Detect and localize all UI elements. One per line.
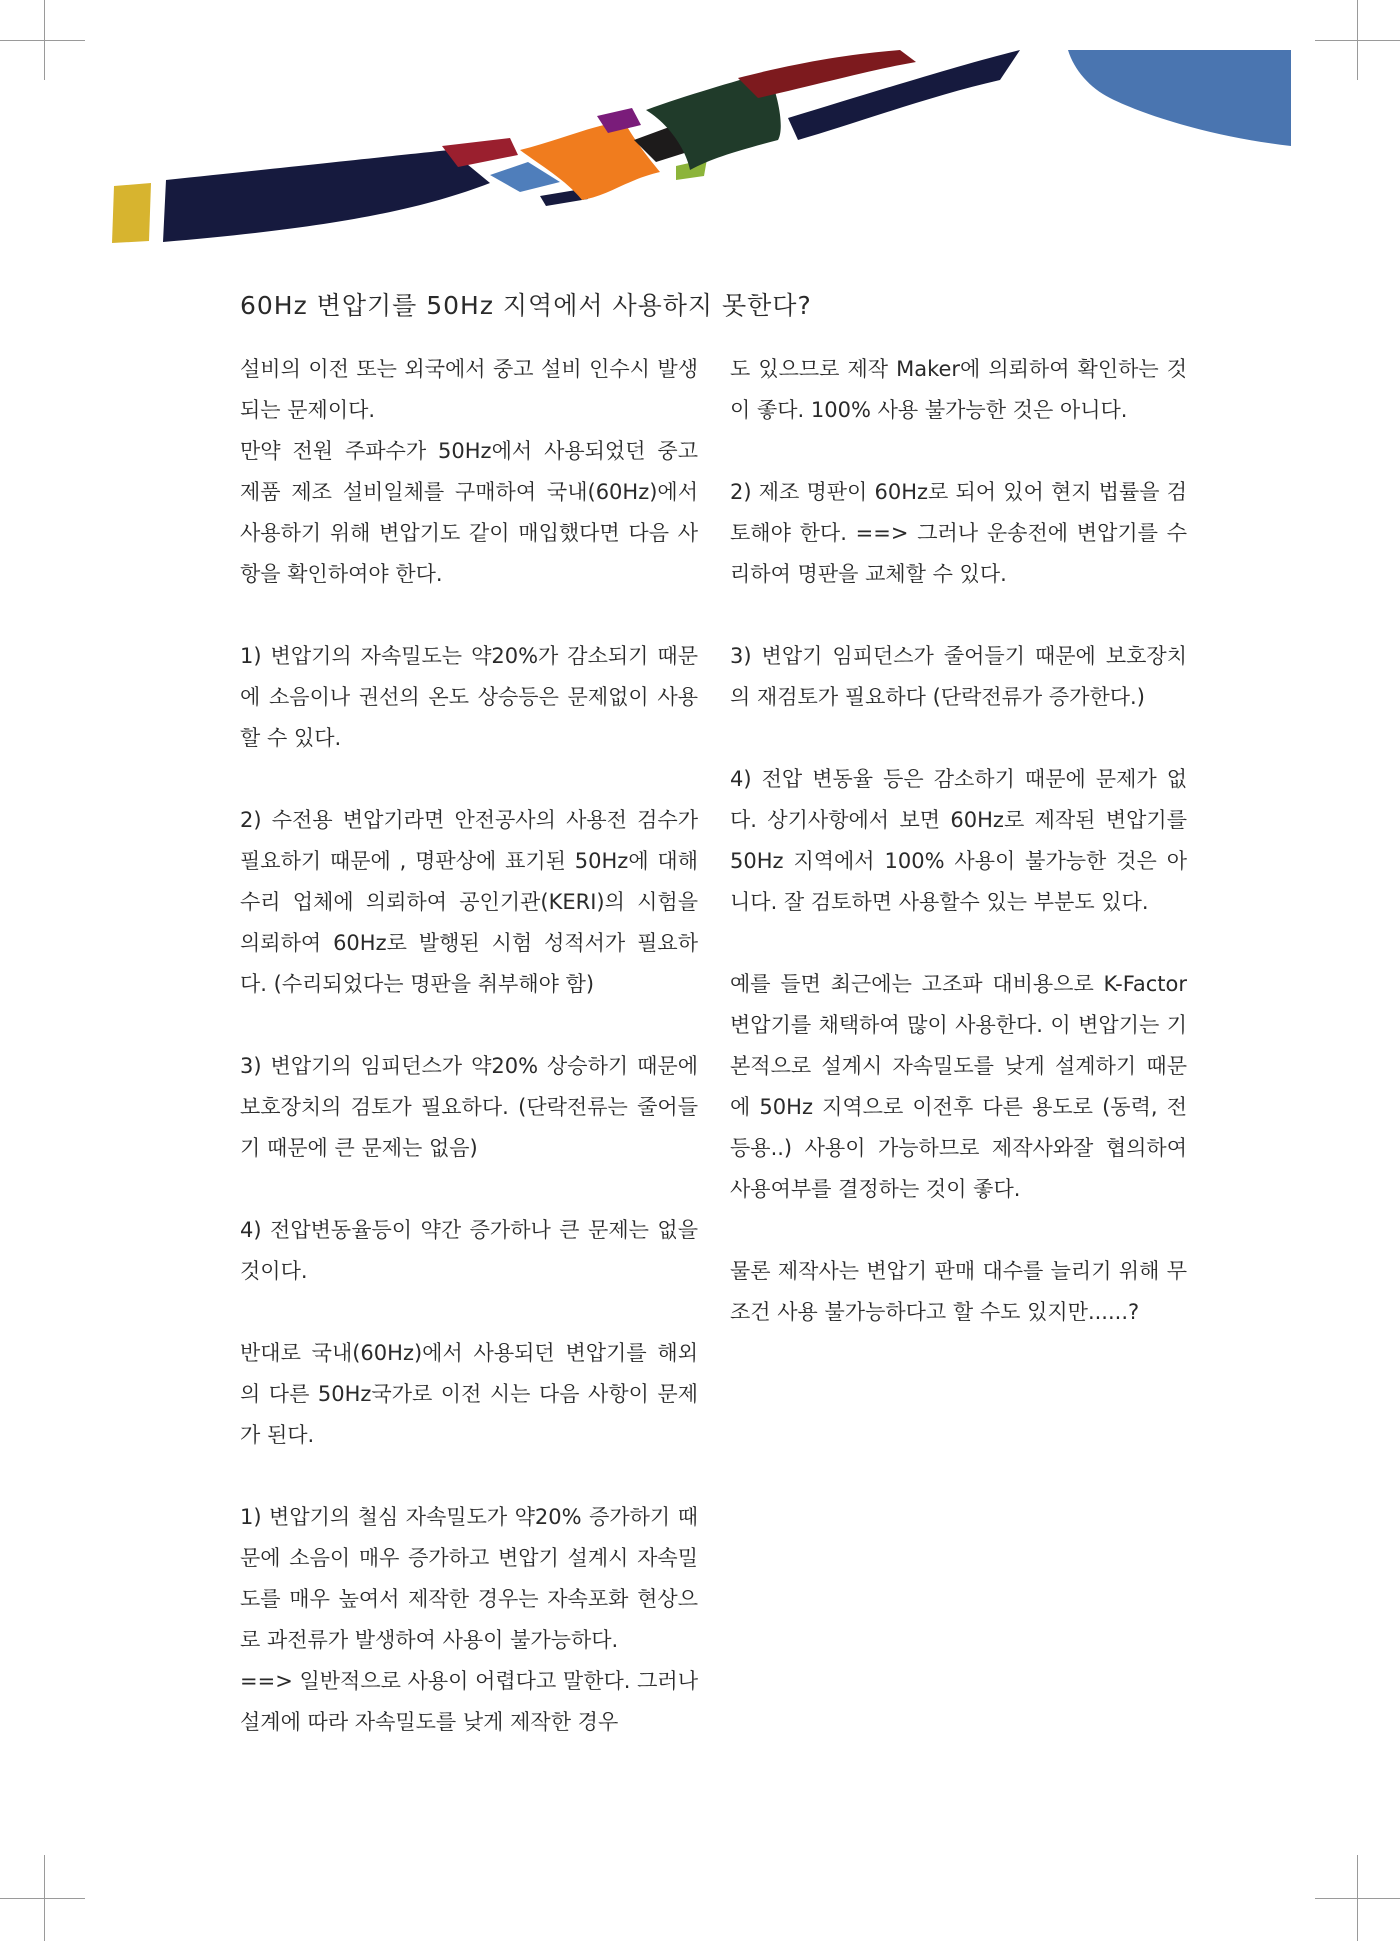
paragraph: 도 있으므로 제작 Maker에 의뢰하여 확인하는 것이 좋다. 100% 사용 불가능한 것은 아니다. [730,357,1187,422]
paragraph-gap [730,718,1187,759]
header-banner [0,0,1400,260]
paragraph: 설비의 이전 또는 외국에서 중고 설비 인수시 발생되는 문제이다. [240,357,698,422]
paragraph: 2) 제조 명판이 60Hz로 되어 있어 현지 법률을 검토해야 한다. ==> 그러나 운송전에 변압기를 수리하여 명판을 교체할 수 있다. [730,480,1187,586]
paragraph: 2) 수전용 변압기라면 안전공사의 사용전 검수가 필요하기 때문에 , 명판상에 표기된 50Hz에 대해 수리 업체에 의뢰하여 공인기관(KERI)의 시험을 의뢰하여 60Hz로 발행된 시험 성적서가 필요하다. (수리되었다는 명판을 취부해야 함) [240,808,698,996]
paragraph: 3) 변압기 임피던스가 줄어들기 때문에 보호장치의 재검토가 필요하다 (단락전류가 증가한다.) [730,644,1187,709]
paragraph-gap [240,1005,698,1046]
paragraph-gap [240,595,698,636]
paragraph-gap [730,431,1187,472]
paragraph: 1) 변압기의 자속밀도는 약20%가 감소되기 때문에 소음이나 권선의 온도 상승등은 문제없이 사용할 수 있다. [240,644,698,750]
banner-yellow-block [112,183,151,243]
paragraph-gap [240,1456,698,1497]
paragraph: 물론 제작사는 변압기 판매 대수를 늘리기 위해 무조건 사용 불가능하다고 할 수도 있지만......? [730,1259,1187,1324]
paragraph-gap [730,1210,1187,1251]
crop-mark [44,1855,45,1941]
paragraph: 예를 들면 최근에는 고조파 대비용으로 K-Factor 변압기를 채택하여 많이 사용한다. 이 변압기는 기본적으로 설계시 자속밀도를 낮게 설계하기 때문에 50Hz 지역으로 이전후 다른 용도로 (동력, 전등용..) 사용이 가능하므로 제작사와잘 협의하여 사용여부를 결정하는 것이 좋다. [730,972,1187,1201]
paragraph-gap [730,595,1187,636]
paragraph: 4) 전압변동율등이 약간 증가하나 큰 문제는 없을 것이다. [240,1218,698,1283]
page-title: 60Hz 변압기를 50Hz 지역에서 사용하지 못한다? [240,291,812,320]
paragraph-gap [240,1292,698,1333]
crop-mark [1357,1855,1358,1941]
right-column [730,349,1187,1333]
paragraph-gap [240,759,698,800]
paragraph: 반대로 국내(60Hz)에서 사용되던 변압기를 해외의 다른 50Hz국가로 이전 시는 다음 사항이 문제가 된다. [240,1341,698,1447]
paragraph: 만약 전원 주파수가 50Hz에서 사용되었던 중고 제품 제조 설비일체를 구매하여 국내(60Hz)에서 사용하기 위해 변압기도 같이 매입했다면 다음 사항을 확인하여야 한다. [240,439,698,586]
crop-mark [0,1898,85,1899]
paragraph: 4) 전압 변동율 등은 감소하기 때문에 문제가 없다. 상기사항에서 보면 60Hz로 제작된 변압기를 50Hz 지역에서 100% 사용이 불가능한 것은 아니다. 잘 검토하면 사용할수 있는 부분도 있다. [730,767,1187,914]
banner-steel-arc [1068,50,1291,146]
banner-orange-wave [520,121,660,200]
paragraph: 3) 변압기의 임피던스가 약20% 상승하기 때문에 보호장치의 검토가 필요하다. (단락전류는 줄어들기 때문에 큰 문제는 없음) [240,1054,698,1160]
left-column [240,349,698,1743]
paragraph: 1) 변압기의 철심 자속밀도가 약20% 증가하기 때문에 소음이 매우 증가하고 변압기 설계시 자속밀도를 매우 높여서 제작한 경우는 자속포화 현상으로 과전류가 발생하여 사용이 불가능하다. [240,1505,698,1652]
paragraph-gap [730,923,1187,964]
paragraph-gap [240,1169,698,1210]
paragraph: ==> 일반적으로 사용이 어렵다고 말한다. 그러나 설계에 따라 자속밀도를 낮게 제작한 경우 [240,1669,698,1734]
banner-navy-swoosh [163,150,490,242]
